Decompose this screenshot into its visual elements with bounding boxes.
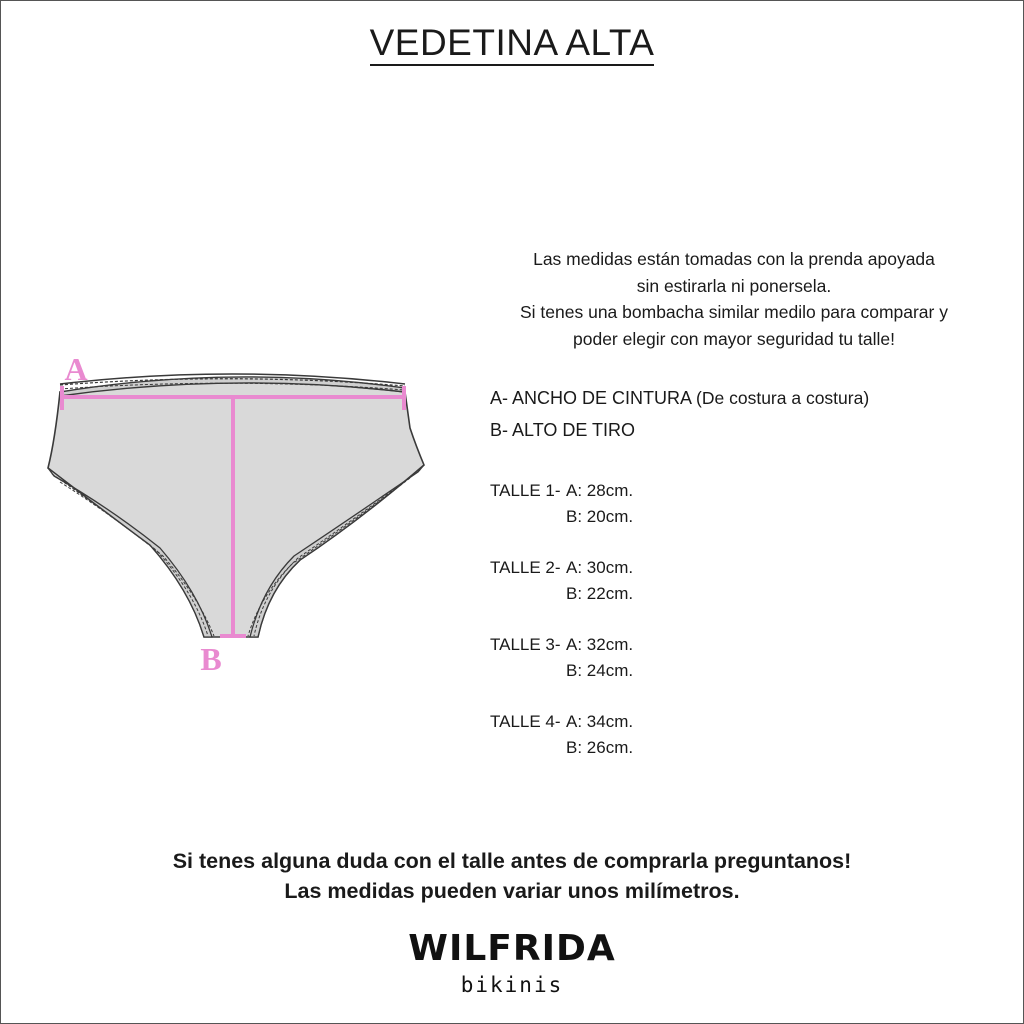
brand-name: WILFRIDA: [408, 928, 616, 969]
size-entry: [490, 709, 633, 786]
size-b-value: B: 20cm.: [566, 507, 634, 526]
size-table: [490, 478, 633, 786]
intro-line: sin estirarla ni ponersela.: [636, 275, 832, 296]
size-a-value: A: 28cm.: [566, 481, 634, 500]
brand-subtitle: bikinis: [460, 973, 564, 997]
size-entry: [490, 478, 633, 555]
size-a-value: A: 32cm.: [566, 635, 634, 654]
footer-notice: [0, 846, 1024, 906]
intro-text: [480, 246, 988, 352]
intro-line: Si tenes una bombacha similar medilo para comparar y: [520, 302, 948, 322]
size-label: TALLE 1-: [490, 481, 561, 500]
footer-line-2: Las medidas pueden variar unos milímetros.: [284, 879, 740, 903]
size-entry: [490, 632, 633, 709]
size-b-value: B: 22cm.: [566, 584, 634, 603]
size-label: TALLE 4-: [490, 712, 561, 731]
size-entry: [490, 555, 633, 632]
definition-b: B- ALTO DE TIRO: [490, 420, 636, 440]
definition-a-label: A- ANCHO DE CINTURA: [490, 388, 692, 408]
size-label: TALLE 3-: [490, 635, 561, 654]
definition-a: [490, 382, 869, 414]
intro-line: poder elegir con mayor seguridad tu talle!: [573, 328, 895, 349]
size-a-value: A: 34cm.: [566, 712, 634, 731]
size-b-value: B: 26cm.: [566, 738, 634, 757]
marker-a: A: [64, 351, 88, 387]
footer-line-1: Si tenes alguna duda con el talle antes de comprarla preguntanos!: [172, 849, 852, 873]
intro-line: Las medidas están tomadas con la prenda apoyada: [533, 249, 935, 269]
page-title: VEDETINA ALTA: [0, 22, 1024, 64]
definition-a-note: (De costura a costura): [696, 388, 870, 408]
marker-b: B: [200, 641, 222, 677]
size-b-value: B: 24cm.: [566, 661, 634, 680]
brand-logo: [0, 928, 1024, 997]
size-label: TALLE 2-: [490, 558, 561, 577]
measurement-definitions: [490, 382, 869, 446]
size-a-value: A: 30cm.: [566, 558, 634, 577]
